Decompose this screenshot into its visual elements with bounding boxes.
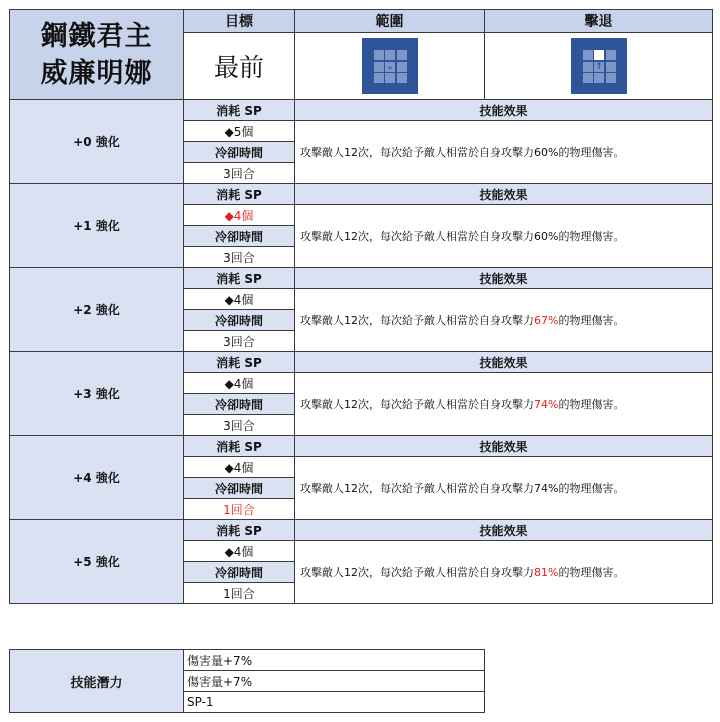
target-value: 最前 (184, 33, 295, 100)
skill-name (10, 10, 184, 100)
effect-label: 技能效果 (295, 100, 713, 121)
effect-percent: 74% (534, 482, 559, 495)
potential-item: 傷害量+7% (184, 671, 485, 692)
level-label: +0 強化 (10, 100, 184, 184)
effect-label: 技能效果 (295, 268, 713, 289)
level-label: +1 強化 (10, 184, 184, 268)
potential-item: 傷害量+7% (184, 650, 485, 671)
cooldown-value: 3回合 (184, 163, 295, 184)
effect-label: 技能效果 (295, 520, 713, 541)
effect-suffix: 的物理傷害。 (558, 230, 625, 243)
knockback-cell (485, 33, 713, 100)
sp-cost-value: ◆4個 (184, 457, 295, 478)
level-label: +4 強化 (10, 436, 184, 520)
effect-percent: 60% (534, 146, 559, 159)
effect-percent: 67% (534, 314, 559, 327)
level-label: +5 強化 (10, 520, 184, 604)
table-row (10, 436, 713, 457)
table-row (10, 268, 713, 289)
skill-table (9, 9, 713, 604)
effect-text (295, 541, 713, 604)
cooldown-label: 冷卻時間 (184, 562, 295, 583)
effect-suffix: 的物理傷害。 (558, 398, 625, 411)
sp-cost-value: ◆5個 (184, 121, 295, 142)
knockback-grid-up-arrow-icon: ↑ (571, 38, 627, 94)
effect-suffix: 的物理傷害。 (558, 146, 625, 159)
sp-cost-value: ◆4個 (184, 541, 295, 562)
cooldown-label: 冷卻時間 (184, 142, 295, 163)
cooldown-label: 冷卻時間 (184, 310, 295, 331)
effect-prefix: 攻擊敵人12次，每次給予敵人相當於自身攻擊力 (300, 398, 534, 411)
sp-cost-label: 消耗 SP (184, 268, 295, 289)
cooldown-value: 3回合 (184, 331, 295, 352)
cooldown-label: 冷卻時間 (184, 226, 295, 247)
effect-percent: 74% (534, 398, 559, 411)
sp-cost-label: 消耗 SP (184, 352, 295, 373)
effect-prefix: 攻擊敵人12次，每次給予敵人相當於自身攻擊力 (300, 482, 534, 495)
effect-prefix: 攻擊敵人12次，每次給予敵人相當於自身攻擊力 (300, 146, 534, 159)
skill-name-line1: 鋼鐵君主 (40, 20, 153, 52)
cooldown-value: 1回合 (184, 583, 295, 604)
sp-cost-label: 消耗 SP (184, 520, 295, 541)
table-row (10, 352, 713, 373)
effect-percent: 81% (534, 566, 559, 579)
table-row (10, 100, 713, 121)
effect-suffix: 的物理傷害。 (558, 566, 625, 579)
cooldown-value: 3回合 (184, 415, 295, 436)
effect-label: 技能效果 (295, 436, 713, 457)
table-row (10, 520, 713, 541)
cooldown-value: 1回合 (184, 499, 295, 520)
level-label: +2 強化 (10, 268, 184, 352)
knockback-header: 擊退 (485, 10, 713, 33)
cooldown-value: 3回合 (184, 247, 295, 268)
sp-cost-value: ◆4個 (184, 205, 295, 226)
potential-label: 技能潛力 (10, 650, 184, 713)
sp-cost-label: 消耗 SP (184, 100, 295, 121)
effect-prefix: 攻擊敵人12次，每次給予敵人相當於自身攻擊力 (300, 314, 534, 327)
effect-text (295, 205, 713, 268)
effect-label: 技能效果 (295, 352, 713, 373)
effect-suffix: 的物理傷害。 (558, 482, 625, 495)
effect-label: 技能效果 (295, 184, 713, 205)
sp-cost-label: 消耗 SP (184, 184, 295, 205)
potential-item: SP-1 (184, 692, 485, 713)
range-cell (295, 33, 485, 100)
skill-name-line2: 威廉明娜 (40, 57, 153, 89)
range-grid-down-arrow-icon: ⌄ (362, 38, 418, 94)
sp-cost-label: 消耗 SP (184, 436, 295, 457)
table-row (10, 650, 485, 671)
effect-suffix: 的物理傷害。 (558, 314, 625, 327)
potential-table (9, 649, 485, 713)
cooldown-label: 冷卻時間 (184, 394, 295, 415)
effect-text (295, 121, 713, 184)
range-header: 範圍 (295, 10, 485, 33)
effect-prefix: 攻擊敵人12次，每次給予敵人相當於自身攻擊力 (300, 230, 534, 243)
sp-cost-value: ◆4個 (184, 373, 295, 394)
effect-text (295, 373, 713, 436)
level-label: +3 強化 (10, 352, 184, 436)
effect-percent: 60% (534, 230, 559, 243)
effect-text (295, 289, 713, 352)
effect-prefix: 攻擊敵人12次，每次給予敵人相當於自身攻擊力 (300, 566, 534, 579)
table-row (10, 184, 713, 205)
effect-text (295, 457, 713, 520)
target-header: 目標 (184, 10, 295, 33)
cooldown-label: 冷卻時間 (184, 478, 295, 499)
sp-cost-value: ◆4個 (184, 289, 295, 310)
